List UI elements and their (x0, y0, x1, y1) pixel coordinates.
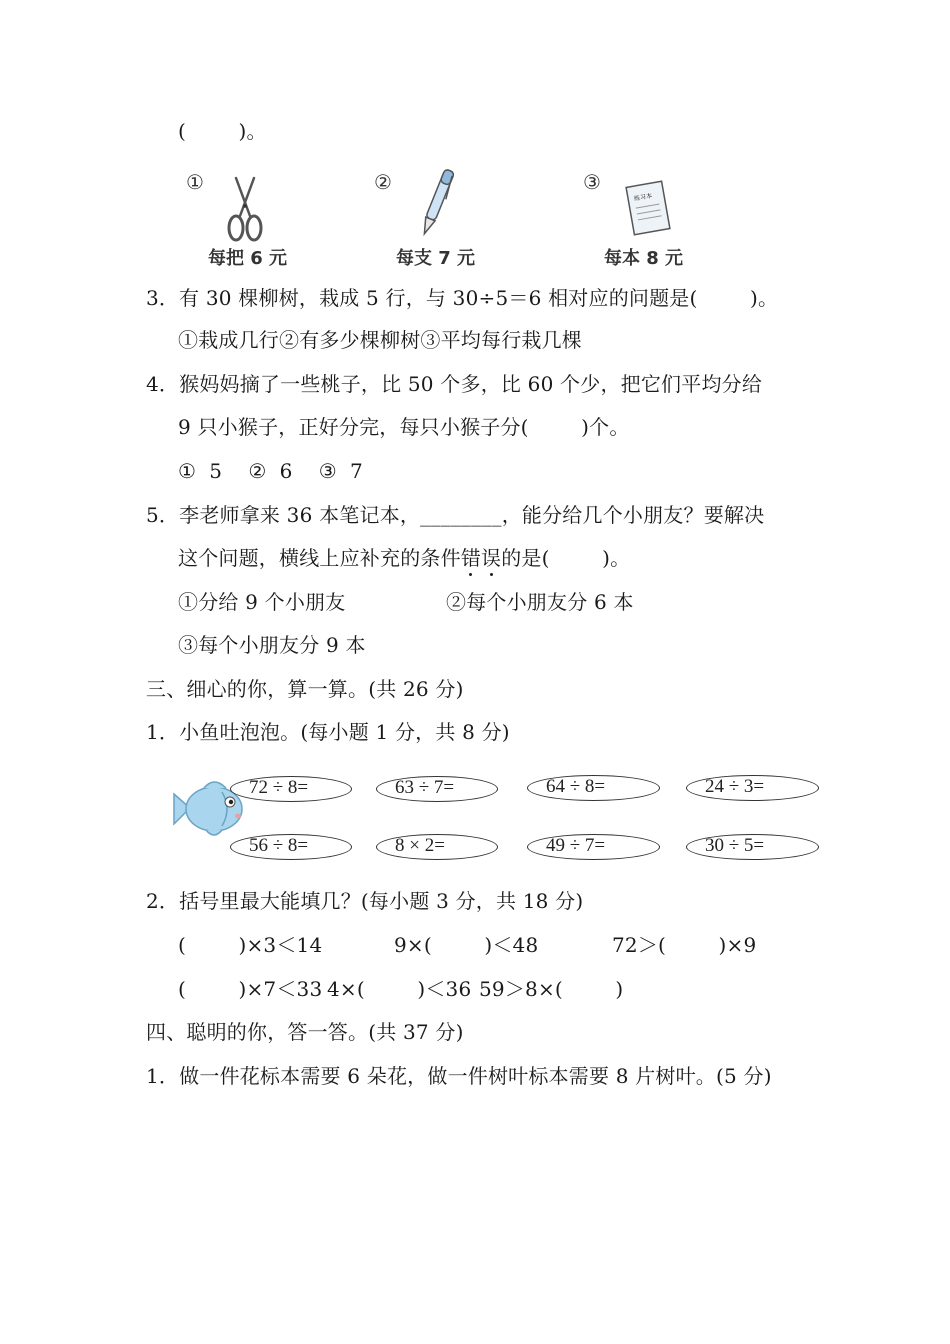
bubble-equation (686, 834, 819, 860)
bubble-text: 8 × 2= (395, 835, 445, 856)
question-5-option-2: ②每个小朋友分 6 本 (446, 590, 634, 614)
bubble-equation (527, 834, 660, 860)
notebook-cover-text: 练习本 (633, 192, 653, 203)
inequality-1: ( )×3＜14 (178, 933, 323, 957)
bubble-equation (376, 776, 498, 802)
notebook-icon (624, 178, 672, 238)
bubble-text: 63 ÷ 7= (395, 777, 455, 798)
option-number-2: ② (374, 170, 392, 194)
bubble-text: 72 ÷ 8= (249, 777, 309, 798)
emphasis-char-1: 错 (460, 546, 482, 570)
inequality-3: 72＞( )×9 (612, 933, 757, 957)
inequality-5: 4×( )＜36 (327, 977, 472, 1001)
bubble-text: 30 ÷ 5= (705, 835, 765, 856)
scissors-icon (222, 176, 268, 244)
bubble-text: 49 ÷ 7= (546, 835, 606, 856)
bubble-equation (376, 834, 498, 860)
bubble-text: 64 ÷ 8= (546, 776, 606, 797)
question-3-text: 3．有 30 棵柳树，栽成 5 行，与 30÷5＝6 相对应的问题是( )。 (146, 286, 779, 310)
bubble-text: 56 ÷ 8= (249, 835, 309, 856)
question-4-line1: 4．猴妈妈摘了一些桃子，比 50 个多，比 60 个少，把它们平均分给 (146, 372, 763, 396)
option-number-3: ③ (583, 170, 601, 194)
question-3-options: ①栽成几行②有多少棵柳树③平均每行栽几棵 (178, 328, 582, 352)
question-5-line2-end: 的是( )。 (501, 546, 631, 570)
section-3-q1-title: 1．小鱼吐泡泡。(每小题 1 分，共 8 分) (146, 720, 510, 744)
question-5-line1: 5．李老师拿来 36 本笔记本，________，能分给几个小朋友？要解决 (146, 503, 765, 527)
question-5-line2-start: 这个问题，横线上应补充的条件 (178, 546, 461, 570)
price-label-1: 每把 6 元 (208, 248, 288, 269)
section-4-q1-text: 1．做一件花标本需要 6 朵花，做一件树叶标本需要 8 片树叶。(5 分) (146, 1064, 772, 1088)
price-label-3: 每本 8 元 (604, 248, 684, 269)
inequality-2: 9×( )＜48 (394, 933, 539, 957)
question-4-line2: 9 只小猴子，正好分完，每只小猴子分( )个。 (178, 415, 630, 439)
emphasis-char-2: 误 (481, 546, 502, 570)
bubble-equation (230, 834, 352, 860)
question-4-options: ① 5 ② 6 ③ 7 (178, 459, 363, 483)
option-number-1: ① (186, 170, 204, 194)
bubble-text: 24 ÷ 3= (705, 776, 765, 797)
bubble-equation (527, 775, 660, 801)
section-3-title: 三、细心的你，算一算。(共 26 分) (146, 677, 464, 701)
inequality-4: ( )×7＜33 (178, 977, 323, 1001)
pen-icon (418, 166, 454, 244)
question-5-option-3: ③每个小朋友分 9 本 (178, 633, 366, 657)
price-label-2: 每支 7 元 (396, 248, 476, 269)
q2-answer-blank: ( )。 (178, 119, 267, 143)
bubble-equation (230, 776, 352, 802)
section-4-title: 四、聪明的你，答一答。(共 37 分) (146, 1020, 464, 1044)
question-5-option-1: ①分给 9 个小朋友 (178, 590, 346, 614)
section-3-q2-title: 2．括号里最大能填几？(每小题 3 分，共 18 分) (146, 889, 584, 913)
inequality-6: 59＞8×( ) (479, 977, 624, 1001)
question-5-line2 (178, 545, 630, 571)
bubble-equation (686, 775, 819, 801)
